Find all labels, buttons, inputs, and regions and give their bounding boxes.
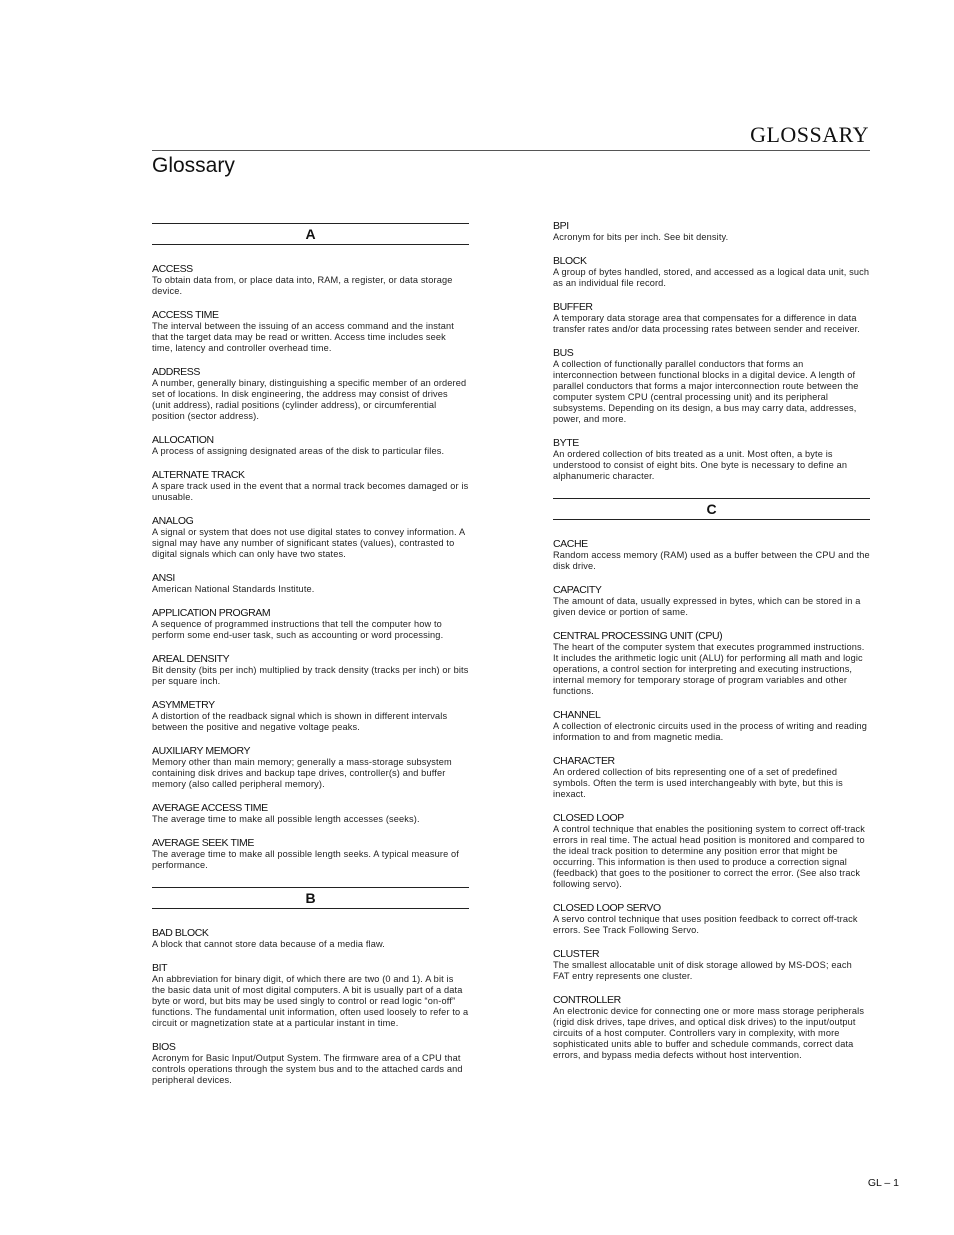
glossary-term: AUXILIARY MEMORY [152,745,251,757]
glossary-definition: A collection of functionally parallel conductors that forms an interconnection between functional blocks in a digital device. A length of parallel conductors that forms a major interconnection route between the computer system CPU (central processing unit) and its peripheral subsystems. Depending on its design, a bus may carry data, addresses, power, and more. [553,359,859,424]
glossary-term: AREAL DENSITY [152,653,230,665]
glossary-entry [553,301,870,335]
glossary-entry [553,902,870,936]
glossary-definition: An ordered collection of bits representing one of a set of predefined symbols. Often the term is used interchangeably with byte, but this is inexact. [553,767,843,799]
glossary-entry [152,263,469,297]
glossary-term: CHANNEL [553,709,601,721]
glossary-term: BIOS [152,1041,176,1053]
glossary-term: CACHE [553,538,588,550]
glossary-entry [553,630,870,697]
glossary-term: ALLOCATION [152,434,214,446]
glossary-term: ANSI [152,572,175,584]
glossary-term: CONTROLLER [553,994,621,1006]
glossary-term: AVERAGE SEEK TIME [152,837,254,849]
glossary-entry [152,515,469,560]
glossary-definition: A distortion of the readback signal which is shown in different intervals between the positive and negative voltage peaks. [152,711,448,732]
glossary-definition: An electronic device for connecting one or more mass storage peripherals (rigid disk drives, tape drives, and optical disk drives) to the input/output circuits of a host computer. Controllers vary in complexity, with more sophisticated units able to buffer and schedule commands, correct data errors, and bypass media defects without host intervention. [553,1006,865,1060]
glossary-entry [152,607,469,641]
glossary-definition: A process of assigning designated areas of the disk to particular files. [152,446,445,456]
glossary-term: ANALOG [152,515,194,527]
glossary-entry [553,994,870,1061]
glossary-entry [553,709,870,743]
glossary-definition: A collection of electronic circuits used in the process of writing and reading information to and from magnetic media. [553,721,868,742]
glossary-term: CENTRAL PROCESSING UNIT (CPU) [553,630,723,642]
glossary-definition: Bit density (bits per inch) multiplied by track density (tracks per inch) or bits per square inch. [152,665,469,686]
glossary-entry [553,538,870,572]
glossary-term: ACCESS TIME [152,309,219,321]
glossary-term: ACCESS [152,263,193,275]
glossary-term: BUS [553,347,574,359]
glossary-term: CHARACTER [553,755,615,767]
section-header-b: B [152,887,469,909]
left-column [152,223,469,1098]
glossary-entry [553,812,870,890]
glossary-term: ALTERNATE TRACK [152,469,245,481]
glossary-definition: A sequence of programmed instructions that tell the computer how to perform some end-user task, such as accounting or word processing. [152,619,444,640]
section-header-c: C [553,498,870,520]
glossary-entry [553,755,870,800]
glossary-definition: A signal or system that does not use digital states to convey information. A signal may have any number of significant states (values), contrasted to digital signals which can only have two states. [152,527,465,559]
glossary-term: BLOCK [553,255,587,267]
glossary-term: AVERAGE ACCESS TIME [152,802,268,814]
glossary-definition: To obtain data from, or place data into, RAM, a register, or data storage device. [152,275,453,296]
page-title: Glossary [152,154,235,177]
glossary-entry [152,699,469,733]
glossary-definition: A number, generally binary, distinguishing a specific member of an ordered set of locations. In disk engineering, the address may consist of drives (unit address), radial positions (cylinder address), or circumferential position (sector address). [152,378,467,421]
glossary-definition: A temporary data storage area that compensates for a difference in data transfer rates and/or data processing rates between sender and receiver. [553,313,861,334]
glossary-entry [152,309,469,354]
glossary-definition: A group of bytes handled, stored, and accessed as a logical data unit, such as an individual file record. [553,267,870,288]
glossary-entry [152,653,469,687]
glossary-entry [152,572,469,595]
glossary-term: ADDRESS [152,366,200,378]
glossary-entry [152,1041,469,1086]
glossary-entry [553,255,870,289]
glossary-term: CLOSED LOOP [553,812,624,824]
header-rule [152,150,870,151]
glossary-definition: The amount of data, usually expressed in bytes, which can be stored in a given device or portion of same. [553,596,861,617]
glossary-entry [152,434,469,457]
glossary-entry [152,469,469,503]
glossary-definition: A control technique that enables the positioning system to correct off-track errors in real time. The actual head position is monitored and compared to the ideal track position to determine any position error that might be occurring. This information is then used to produce a correction signal (feedback) that goes to the positioner to correct the error. (See also track following servo). [553,824,866,889]
glossary-term: BIT [152,962,168,974]
glossary-definition: The average time to make all possible length accesses (seeks). [152,814,420,824]
glossary-definition: A servo control technique that uses position feedback to correct off-track errors. See Track Following Servo. [553,914,858,935]
glossary-entry [553,347,870,425]
glossary-definition: The average time to make all possible length seeks. A typical measure of performance. [152,849,459,870]
glossary-entry [152,802,469,825]
glossary-term: BUFFER [553,301,593,313]
glossary-definition: The heart of the computer system that executes programmed instructions. It includes the arithmetic logic unit (ALU) for performing all math and logic operations, a control section for interpreting and executing instructions, internal memory for temporary storage of program variables and other functions. [553,642,865,696]
glossary-definition: The smallest allocatable unit of disk storage allowed by MS-DOS; each FAT entry represents one cluster. [553,960,852,981]
glossary-term: BAD BLOCK [152,927,209,939]
glossary-definition: Memory other than main memory; generally a mass-storage subsystem containing disk drives and backup tape drives, controller(s) and buffer memory (also called peripheral memory). [152,757,452,789]
glossary-definition: Acronym for bits per inch. See bit density. [553,232,729,242]
glossary-entry [152,366,469,422]
glossary-entry [553,948,870,982]
running-head: GLOSSARY [750,122,869,147]
glossary-term: BYTE [553,437,579,449]
glossary-definition: American National Standards Institute. [152,584,315,594]
right-column [553,220,870,1073]
glossary-definition: Acronym for Basic Input/Output System. The firmware area of a CPU that controls operations through the system bus and to the attached cards and peripheral devices. [152,1053,463,1085]
glossary-entry [152,927,469,950]
glossary-term: BPI [553,220,569,232]
glossary-definition: Random access memory (RAM) used as a buffer between the CPU and the disk drive. [553,550,870,571]
glossary-entry [553,584,870,618]
glossary-term: CLUSTER [553,948,600,960]
glossary-entry [152,745,469,790]
glossary-term: APPLICATION PROGRAM [152,607,271,619]
glossary-definition: A block that cannot store data because of a media flaw. [152,939,385,949]
glossary-definition: A spare track used in the event that a normal track becomes damaged or is unusable. [152,481,469,502]
page-number: GL – 1 [867,1177,899,1189]
glossary-entry [152,962,469,1029]
glossary-term: CAPACITY [553,584,602,596]
glossary-definition: An ordered collection of bits treated as a unit. Most often, a byte is understood to consist of eight bits. One byte is necessary to define an alphanumeric character. [553,449,848,481]
section-header-a: A [152,223,469,245]
glossary-term: ASYMMETRY [152,699,215,711]
glossary-term: CLOSED LOOP SERVO [553,902,661,914]
glossary-definition: The interval between the issuing of an access command and the instant that the target data may be read or written. Access time includes seek time, latency and controller overhead time. [152,321,454,353]
glossary-entry [152,837,469,871]
glossary-entry [553,220,870,243]
glossary-entry [553,437,870,482]
glossary-definition: An abbreviation for binary digit, of which there are two (0 and 1). A bit is the basic data unit of most digital computers. A bit is usually part of a data byte or word, but bits may be used singly to control or read logic “on-off” functions. The fundamental unit information, often used loosely to refer to a circuit or magnetization state at a particular instant in time. [152,974,469,1028]
